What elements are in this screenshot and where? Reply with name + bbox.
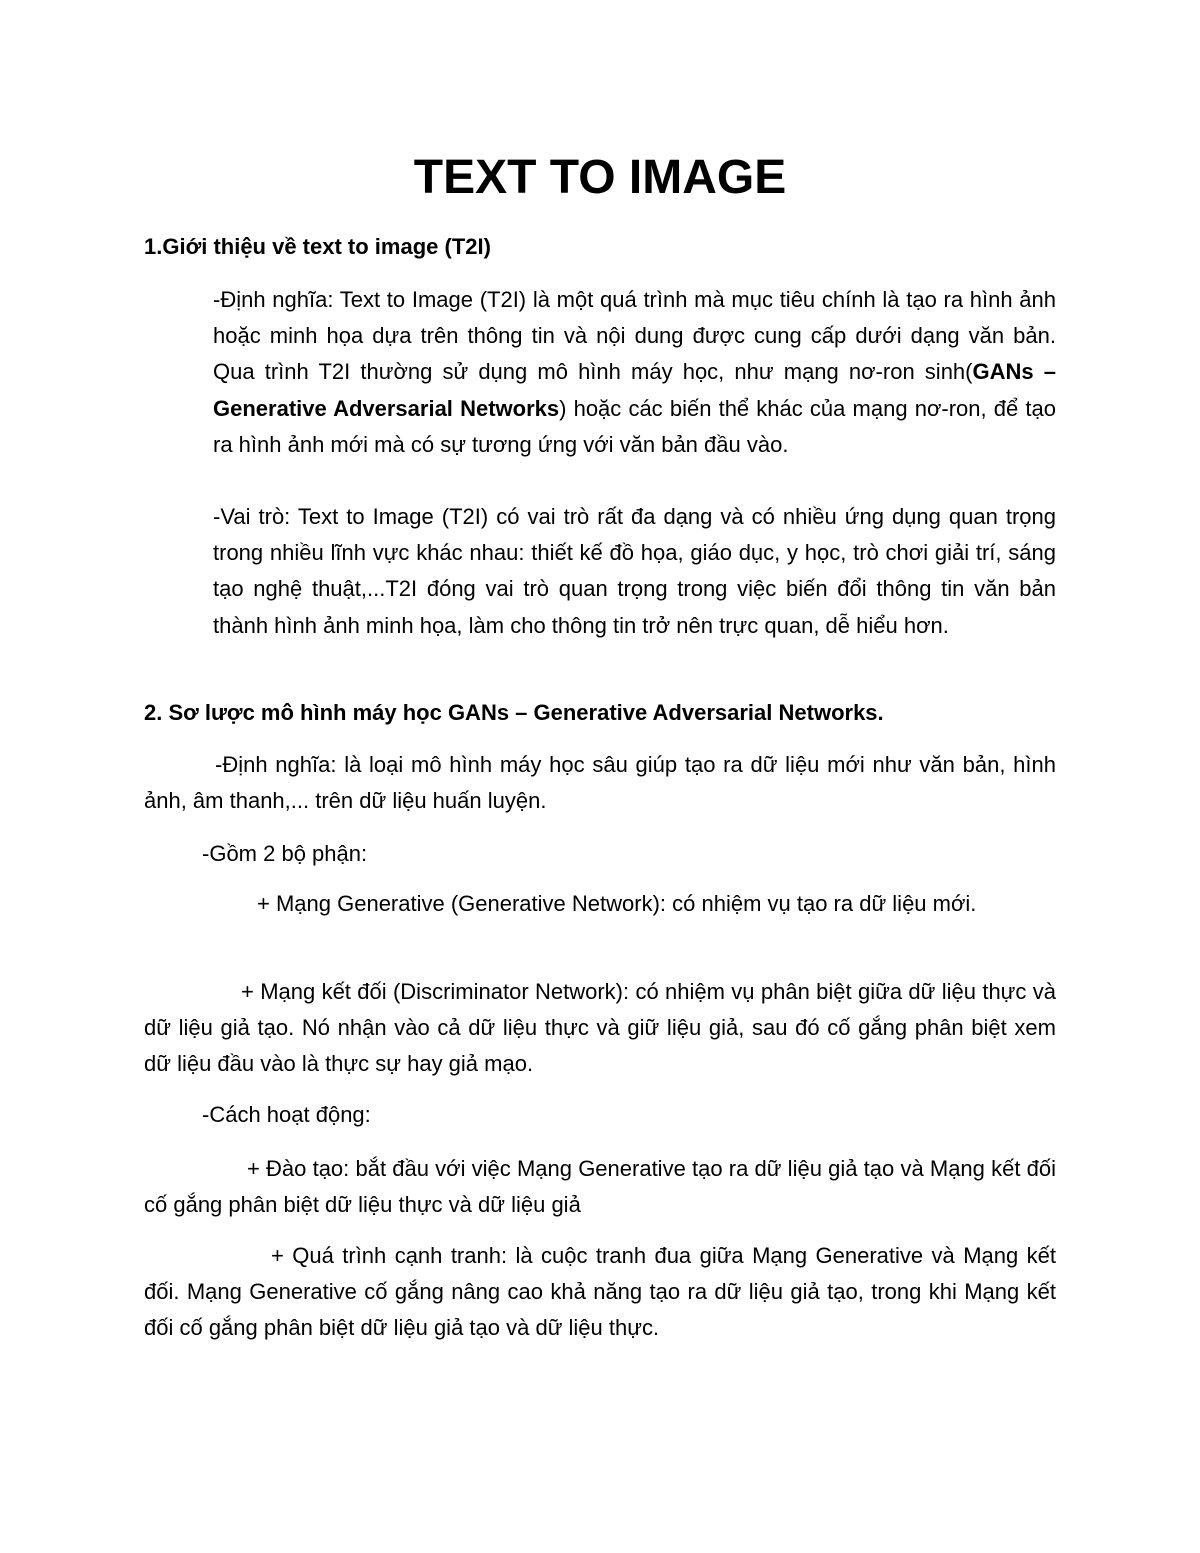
document-title: TEXT TO IMAGE — [413, 151, 787, 204]
definition-text-end: ) hoặc các biến thể khác của mạng nơ-ron, để tạo ra hình ảnh mới mà có sự tương ứng với văn bản đầu vào. — [213, 395, 1056, 457]
section-1-definition-paragraph — [213, 282, 1056, 463]
definition-bold-gans: GANs – Generative Adversarial Networks — [213, 359, 1056, 421]
section-2-definition-paragraph: -Định nghĩa: là loại mô hình máy học sâu giúp tạo ra dữ liệu mới như văn bản, hình ảnh, âm thanh,... trên dữ liệu huấn luyện. — [144, 752, 1056, 814]
section-1-heading: 1.Giới thiệu về text to image (T2I) — [144, 234, 491, 259]
competition-item: + Quá trình cạnh tranh: là cuộc tranh đua giữa Mạng Generative và Mạng kết đối. Mạng Generative cố gắng nâng cao khả năng tạo ra dữ liệu giả tạo, trong khi Mạng kết đối cố gắng phân biệt dữ liệu giả tạo và dữ liệu thực. — [144, 1243, 1056, 1341]
components-label: -Gồm 2 bộ phận: — [202, 841, 368, 866]
generator-item: + Mạng Generative (Generative Network): có nhiệm vụ tạo ra dữ liệu mới. — [257, 891, 977, 916]
operation-label: -Cách hoạt động: — [202, 1102, 371, 1127]
training-item: + Đào tạo: bắt đầu với việc Mạng Generative tạo ra dữ liệu giả tạo và Mạng kết đối cố gắng phân biệt dữ liệu thực và dữ liệu giả — [144, 1156, 1056, 1218]
section-2-heading: 2. Sơ lược mô hình máy học GANs – Generative Adversarial Networks. — [144, 700, 884, 725]
section-1-role-paragraph: -Vai trò: Text to Image (T2I) có vai trò rất đa dạng và có nhiều ứng dụng quan trọng trong nhiều lĩnh vực khác nhau: thiết kế đồ họa, giáo dục, y học, trò chơi giải trí, sáng tạo nghệ thuật,...T2I đóng vai trò quan trọng trong việc biến đổi thông tin văn bản thành hình ảnh minh họa, làm cho thông tin trở nên trực quan, dễ hiểu hơn. — [213, 504, 1056, 638]
discriminator-item: + Mạng kết đối (Discriminator Network): có nhiệm vụ phân biệt giữa dữ liệu thực và dữ liệu giả tạo. Nó nhận vào cả dữ liệu thực và giữ liệu giả, sau đó cố gắng phân biệt xem dữ liệu đầu vào là thực sự hay giả mạo. — [144, 979, 1056, 1077]
definition-text-start: -Định nghĩa: Text to Image (T2I) là một quá trình mà mục tiêu chính là tạo ra hình ảnh hoặc minh họa dựa trên thông tin và nội dung được cung cấp dưới dạng văn bản. Qua trình T2I thường sử dụng mô hình máy học, như mạng nơ-ron sinh( — [213, 287, 1056, 385]
